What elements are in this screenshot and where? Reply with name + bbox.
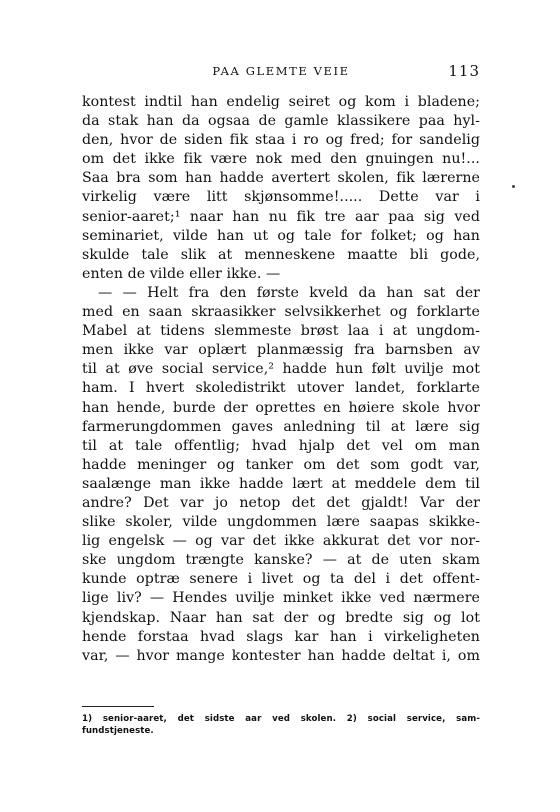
body-line: Mabel at tidens slemmeste brøst laa i at ungdom- bbox=[82, 323, 480, 340]
body-line: til at tale offentlig; hvad hjalp det vel om man bbox=[82, 437, 480, 454]
body-line: senior-aaret;¹ naar han nu fik tre aar paa sig ved bbox=[82, 208, 480, 225]
body-line: lige liv? — Hendes uvilje minket ikke ved nærmere bbox=[82, 590, 480, 607]
body-line: med en saan skraasikker selvsikkerhet og forklarte bbox=[82, 304, 480, 321]
body-line: da stak han da ogsaa de gamle klassikere paa hyl- bbox=[82, 113, 480, 130]
body-line: hende forstaa hvad slags kar han i virkeligheten bbox=[82, 628, 480, 645]
body-line: seminariet, vilde han ut og tale for folket; og han bbox=[82, 227, 480, 244]
body-line: han hende, burde der oprettes en høiere skole hvor bbox=[82, 399, 480, 416]
body-line: Saa bra som han hadde avertert skolen, fik lærerne bbox=[82, 170, 480, 187]
body-line: hadde meninger og tanker om det som godt var, bbox=[82, 456, 480, 473]
body-line: skulde tale slik at menneskene maatte bli gode, bbox=[82, 246, 480, 263]
body-line: andre? Det var jo netop det det gjaldt! Var der bbox=[82, 494, 480, 511]
running-head bbox=[82, 64, 480, 84]
footnote-divider bbox=[82, 706, 154, 707]
body-line: til at øve social service,² hadde hun følt uvilje mot bbox=[82, 361, 480, 378]
body-line: men ikke var oplært planmæssig fra barnsben av bbox=[82, 342, 480, 359]
body-line: kjendskap. Naar han sat der og bredte sig og lot bbox=[82, 609, 480, 626]
body-line: enten de vilde eller ikke. — bbox=[82, 265, 281, 282]
footnote-line: 1) senior-aaret, det sidste aar ved skolen. 2) social service, sam- bbox=[82, 714, 480, 724]
body-line: virkelig være litt skjønsomme!..... Dette var i bbox=[82, 189, 480, 206]
body-line: — — Helt fra den første kveld da han sat der bbox=[98, 284, 480, 301]
body-line: var, — hvor mange kontester han hadde deltat i, om bbox=[82, 647, 480, 664]
body-line: ham. I hvert skoledistrikt utover landet, forklarte bbox=[82, 380, 480, 397]
body-line: kontest indtil han endelig seiret og kom i bladene; bbox=[82, 94, 480, 110]
footnotes bbox=[82, 713, 480, 737]
footnote-line: fundstjeneste. bbox=[82, 726, 154, 736]
margin-speck bbox=[512, 185, 515, 188]
body-text bbox=[82, 93, 480, 666]
body-line: ske ungdom trængte kanske? — at de uten skam bbox=[82, 552, 480, 569]
page-number: 113 bbox=[448, 62, 480, 80]
body-line: saalænge man ikke hadde lært at meddele dem til bbox=[82, 475, 480, 492]
body-line: farmerungdommen gaves anledning til at lære sig bbox=[82, 418, 480, 435]
body-line: den, hvor de siden fik staa i ro og fred; for sandelig bbox=[82, 132, 480, 149]
running-title: PAA GLEMTE VEIE bbox=[212, 64, 350, 78]
body-line: lig engelsk — og var det ikke akkurat det vor nor- bbox=[82, 533, 480, 550]
body-line: slike skoler, vilde ungdommen lære saapas skikke- bbox=[82, 514, 480, 531]
body-line: om det ikke fik være nok med den gnuingen nu!... bbox=[82, 151, 480, 168]
body-line: kunde optræ senere i livet og ta del i det offent- bbox=[82, 571, 480, 588]
